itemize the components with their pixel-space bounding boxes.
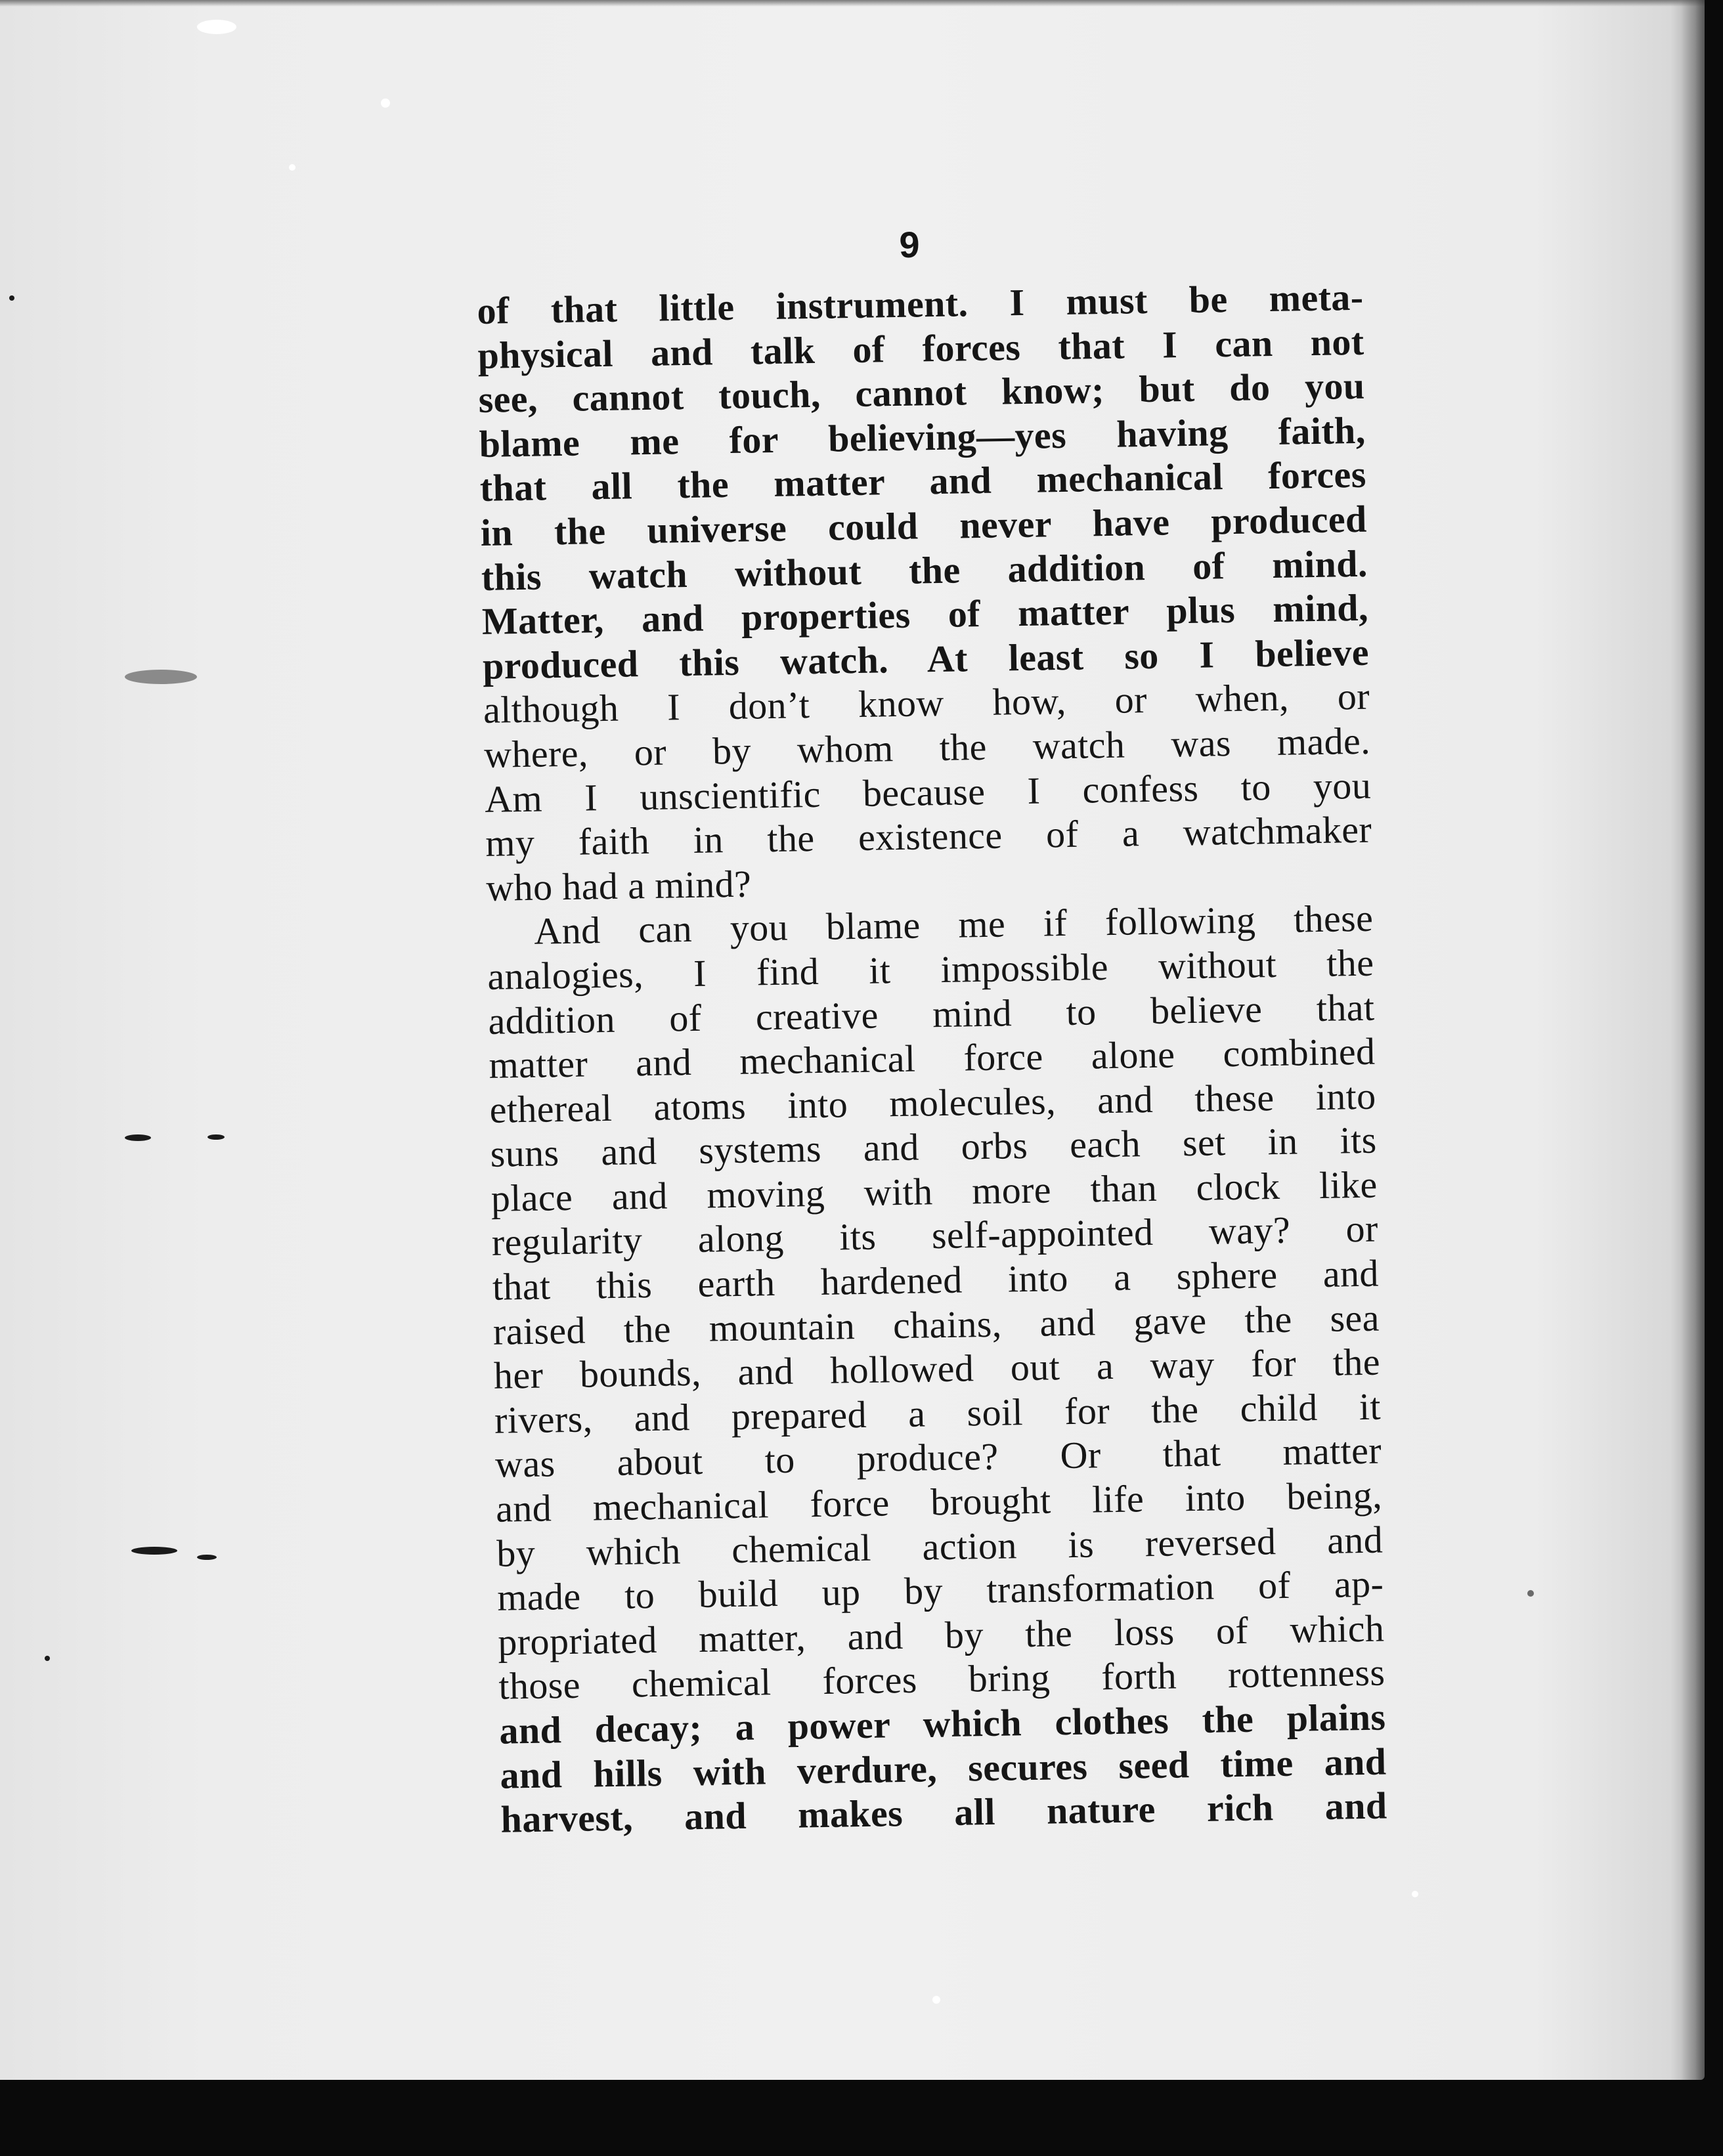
body-text xyxy=(477,275,1388,1865)
text-line: and hills with verdure, secures seed time and xyxy=(500,1740,1387,1797)
text-line: analogies, I find it impossible without the xyxy=(487,941,1374,998)
scan-speck xyxy=(45,1656,50,1661)
text-line: blame me for believing—yes having faith, xyxy=(479,408,1366,465)
scan-speck xyxy=(381,98,390,108)
text-line: see, cannot touch, cannot know; but do you xyxy=(478,364,1365,421)
scan-speck xyxy=(1412,1891,1418,1897)
text-line: Am I unscientific because I confess to you xyxy=(484,764,1372,821)
text-line: who had a mind? xyxy=(485,862,752,909)
scan-speck xyxy=(197,1555,217,1560)
scan-speck xyxy=(1527,1590,1534,1597)
text-line: although I don’t know how, or when, or xyxy=(483,675,1370,732)
text-line: this watch without the addition of mind. xyxy=(481,542,1368,599)
text-line: by which chemical action is reversed and xyxy=(496,1518,1384,1575)
text-line: And can you blame me if following these xyxy=(533,896,1374,953)
text-line: where, or by whom the watch was made. xyxy=(483,719,1371,776)
scan-speck xyxy=(932,1996,940,2004)
text-line: physical and talk of forces that I can not xyxy=(477,320,1364,377)
page-top-shadow xyxy=(0,0,1705,7)
text-line: raised the mountain chains, and gave the sea xyxy=(492,1296,1380,1353)
text-line: her bounds, and hollowed out a way for the xyxy=(493,1340,1381,1398)
scan-speck xyxy=(207,1134,225,1140)
page-number: 9 xyxy=(899,224,920,265)
scan-speck xyxy=(125,1134,151,1141)
text-line: my faith in the existence of a watchmaker xyxy=(485,808,1372,865)
text-line: ethereal atoms into molecules, and these into xyxy=(489,1074,1376,1131)
text-line: was about to produce? Or that matter xyxy=(494,1429,1382,1486)
text-line: propriated matter, and by the loss of which xyxy=(497,1606,1385,1664)
text-line: those chemical forces bring forth rottenness xyxy=(498,1650,1385,1708)
page-right-shadow xyxy=(1681,0,1705,2080)
text-line: and mechanical force brought life into being, xyxy=(495,1473,1383,1530)
text-line: suns and systems and orbs each set in its xyxy=(490,1118,1378,1176)
text-line: of that little instrument. I must be meta- xyxy=(477,275,1364,332)
scan-speck xyxy=(125,670,197,684)
text-line: made to build up by transformation of ap- xyxy=(496,1562,1384,1619)
text-line: produced this watch. At least so I believe xyxy=(482,630,1370,687)
scan-speck xyxy=(197,20,236,34)
text-line: regularity along its self-appointed way? or xyxy=(491,1207,1379,1264)
scan-speck xyxy=(131,1547,177,1555)
text-line: harvest, and makes all nature rich and xyxy=(500,1784,1387,1841)
text-line: that all the matter and mechanical forces xyxy=(479,453,1367,510)
text-line: place and moving with more than clock like xyxy=(491,1163,1378,1220)
scan-speck xyxy=(9,295,14,301)
text-line: Matter, and properties of matter plus mind, xyxy=(481,586,1369,643)
text-line: rivers, and prepared a soil for the child it xyxy=(494,1385,1382,1442)
text-line: matter and mechanical force alone combined xyxy=(489,1029,1376,1087)
scan-speck xyxy=(289,164,295,171)
text-line: in the universe could never have produced xyxy=(480,497,1368,554)
text-line: that this earth hardened into a sphere and xyxy=(492,1251,1380,1308)
text-line: and decay; a power which clothes the plains xyxy=(498,1695,1386,1752)
text-line: addition of creative mind to believe that xyxy=(488,985,1375,1043)
